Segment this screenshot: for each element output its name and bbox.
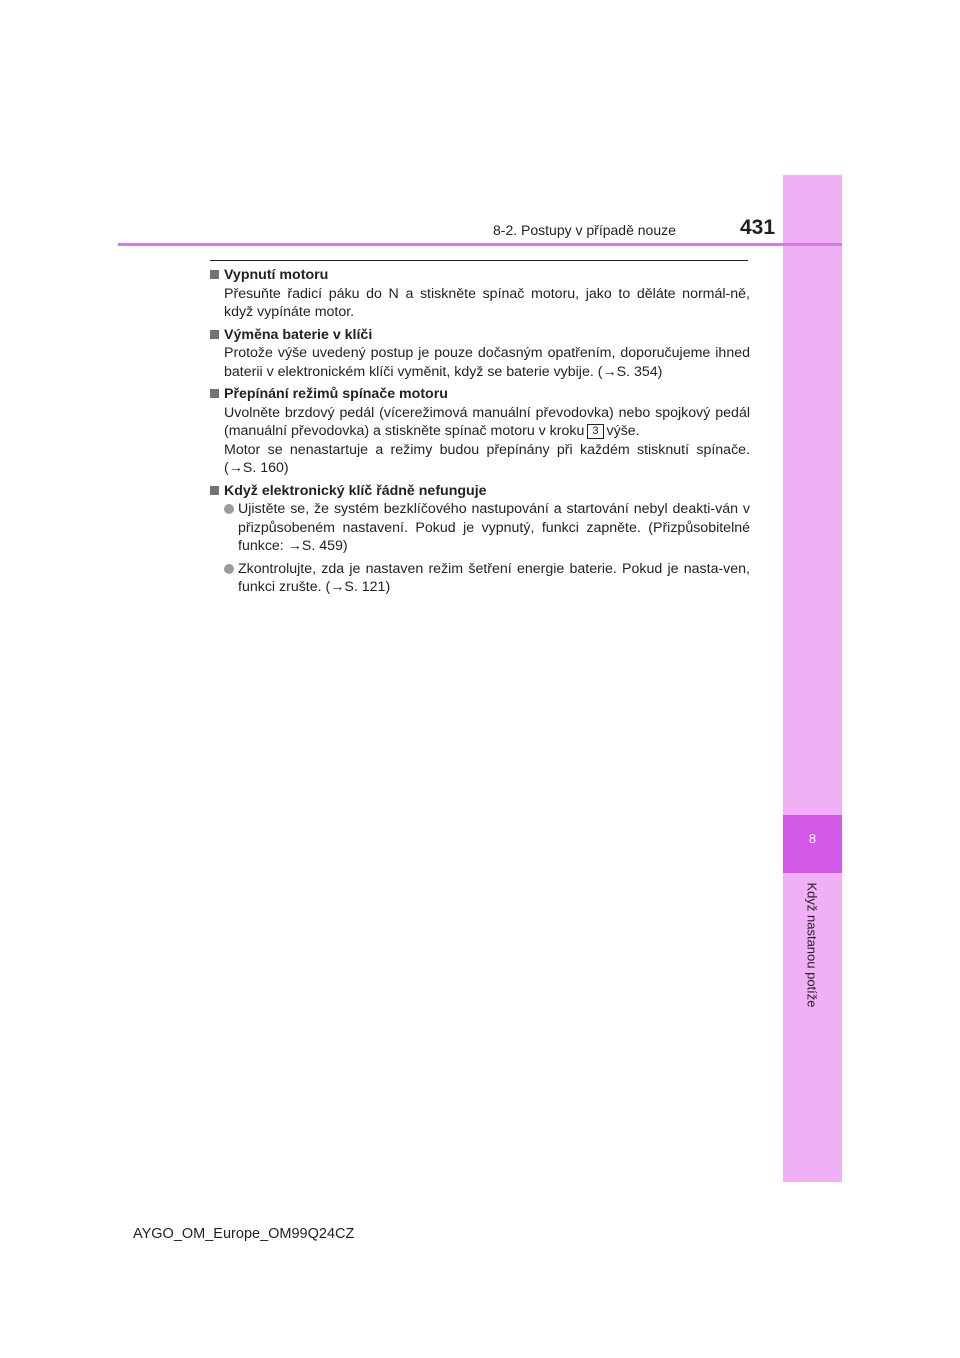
chapter-label: Když nastanou potíže — [804, 882, 820, 1008]
item-heading: Výměna baterie v klíči — [224, 326, 373, 343]
item-key-malfunction — [210, 482, 750, 597]
chapter-number: 8 — [808, 831, 817, 846]
content-top-rule — [210, 260, 748, 261]
item-switch-modes — [210, 385, 750, 478]
item-body: Protože výše uvedený postup je pouze dočasným opatřením, doporučujeme ihned baterii v elektronickém klíči vyměnit, když se baterie vybije. (→S. 354) — [224, 345, 750, 380]
item-heading: Vypnutí motoru — [224, 267, 329, 283]
page-number: 431 — [740, 216, 776, 239]
item-key-battery — [210, 326, 750, 382]
side-chapter-tab — [783, 175, 842, 1182]
section-title: 8-2. Postupy v případě nouze — [493, 222, 676, 238]
footer-doc-code: AYGO_OM_Europe_OM99Q24CZ — [133, 1226, 355, 1242]
item-heading: Když elektronický klíč řádně nefunguje — [224, 482, 487, 499]
circle-bullet-icon — [224, 504, 234, 514]
circle-bullet-icon — [224, 564, 234, 574]
square-bullet-icon — [210, 486, 219, 495]
item-body: Uvolněte brzdový pedál (vícerežimová manuální převodovka) nebo spojkový pedál (manuální převodovka) a stiskněte spínač motoru v kroku 3 výše. Motor se nenastartuje a režimy budou přepínány při každém stisknutí spínače. (→S. 160) — [224, 404, 750, 476]
step-number-badge: 3 — [587, 424, 603, 439]
square-bullet-icon — [210, 270, 219, 279]
list-item: Ujistěte se, že systém bezklíčového nastupování a startování nebyl deakti-ván v přizpůsobeném nastavení. Pokud je vypnutý, funkci zapněte. (Přizpůsobitelné funkce: →S. 459) — [210, 500, 750, 556]
header-line — [118, 243, 842, 246]
square-bullet-icon — [210, 330, 219, 339]
square-bullet-icon — [210, 389, 219, 398]
item-engine-off — [210, 266, 750, 322]
content — [210, 266, 750, 601]
item-body: Přesuňte řadicí páku do N a stiskněte spínač motoru, jako to děláte normál-ně, když vypínáte motor. — [224, 285, 750, 320]
list-item: Zkontrolujte, zda je nastaven režim šetření energie baterie. Pokud je nasta-ven, funkci zrušte. (→S. 121) — [210, 560, 750, 597]
item-heading: Přepínání režimů spínače motoru — [224, 386, 448, 402]
